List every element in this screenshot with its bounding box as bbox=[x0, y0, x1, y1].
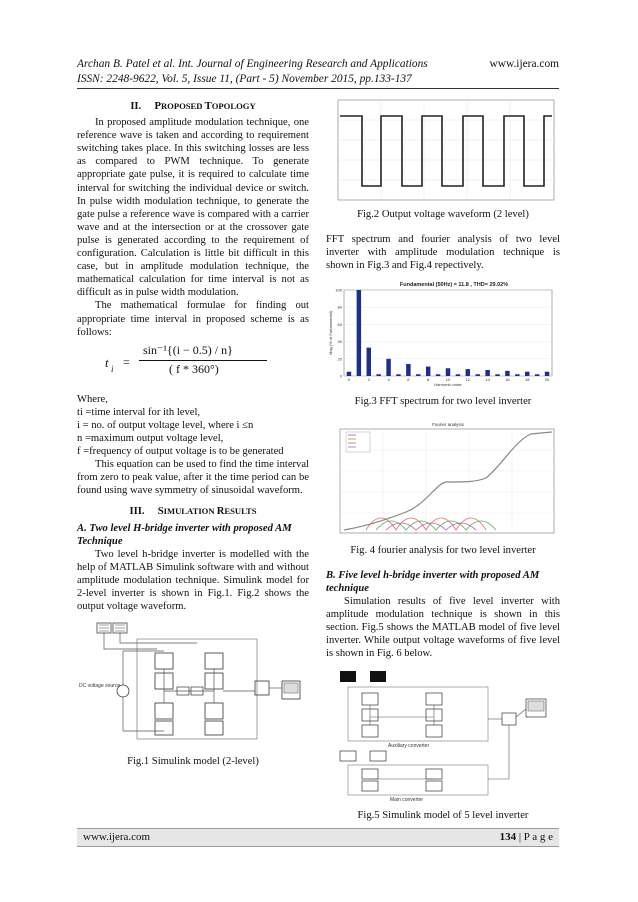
fig1-caption: Fig.1 Simulink model (2-level) bbox=[127, 756, 259, 768]
fig5-simulink-5level bbox=[326, 669, 560, 803]
svg-text:Auxiliary converter: Auxiliary converter bbox=[388, 742, 430, 749]
fft-bar bbox=[386, 359, 390, 376]
fft-bar bbox=[376, 375, 380, 377]
fft-ytick-label: 60 bbox=[337, 322, 342, 328]
fft-bar bbox=[367, 348, 371, 376]
paragraph-fft-intro: FFT spectrum and fourier analysis of two level inverter with amplitude modulation technique is shown in Fig.3 and Fig.4 repectively. bbox=[326, 234, 560, 272]
fft-bar bbox=[446, 369, 450, 377]
fft-xtick-label: 6 bbox=[407, 377, 410, 383]
fft-ylabel: Mag (% of Fundamental) bbox=[328, 311, 333, 356]
svg-text:Fourier analysis: Fourier analysis bbox=[432, 421, 464, 427]
fft-bar bbox=[347, 372, 351, 376]
def-ti: ti =time interval for ith level, bbox=[77, 406, 201, 418]
where-label: Where, bbox=[77, 393, 108, 405]
fft-ytick-label: 20 bbox=[337, 356, 342, 362]
section-3-heading: III. SIMULATION RESULTS bbox=[129, 506, 257, 518]
header-url[interactable]: www.ijera.com bbox=[489, 58, 559, 70]
fft-xtick-label: 0 bbox=[347, 377, 351, 383]
fft-bar bbox=[535, 375, 539, 377]
fig3-fft-spectrum bbox=[326, 278, 560, 388]
fft-ytick-label: 40 bbox=[337, 339, 342, 345]
fft-bar bbox=[515, 375, 519, 377]
fft-bar bbox=[466, 370, 470, 377]
svg-text:Main converter: Main converter bbox=[390, 796, 424, 803]
left-column bbox=[77, 98, 309, 774]
fft-bar bbox=[426, 367, 430, 376]
svg-text:DC voltage source: DC voltage source bbox=[79, 683, 121, 690]
fft-bar bbox=[416, 375, 420, 377]
footer-page-number: 134 | P a g e bbox=[499, 831, 553, 843]
fft-bar bbox=[525, 372, 529, 376]
fft-bar bbox=[495, 375, 499, 377]
page-footer bbox=[77, 828, 559, 847]
fig5-caption: Fig.5 Simulink model of 5 level inverter bbox=[357, 809, 529, 821]
fft-xtick-label: 10 bbox=[445, 377, 451, 383]
fft-xtick-label: 20 bbox=[544, 377, 550, 383]
fft-bar bbox=[406, 364, 410, 376]
footer-url[interactable]: www.ijera.com bbox=[83, 831, 151, 843]
header-citation: Archan B. Patel et al. Int. Journal of Engineering Research and Applications bbox=[77, 58, 428, 70]
fft-ytick-label: 80 bbox=[337, 305, 342, 311]
section-2-heading: II. PROPOSED TOPOLOGY bbox=[130, 101, 256, 112]
time-interval-formula: t i = sin⁻¹{(i − 0.5) / n} ( f * 360°) bbox=[77, 341, 309, 389]
fft-ytick-label: 100 bbox=[335, 287, 342, 293]
paragraph-five-level: Simulation results of five level inverter with amplitude modulation technique is shown in this section. Fig.5 shows the MATLAB model of five level inverter. While output voltage waveforms of five level is shown in Fig. 6 below. bbox=[326, 596, 560, 660]
fft-xtick-label: 18 bbox=[525, 377, 530, 383]
def-f: f =frequency of output voltage is to be generated bbox=[77, 446, 284, 458]
fft-xtick-label: 14 bbox=[485, 377, 490, 383]
right-column bbox=[326, 98, 560, 828]
fig3-caption: Fig.3 FFT spectrum for two level inverter bbox=[354, 395, 532, 407]
fft-bar bbox=[396, 375, 400, 377]
paragraph-formula-intro: The mathematical formulae for finding out appropriate time interval in proposed scheme is as follows: bbox=[77, 300, 309, 338]
fft-xtick-label: 12 bbox=[465, 377, 471, 383]
fft-xtick-label: 4 bbox=[387, 377, 390, 383]
paragraph-two-level: Two level h-bridge inverter is modelled with the help of MATLAB Simulink software with and without amplitude modulation technique. Simulink model for 2-level inverter is shown in Fig.1. Fig.2 shows the output voltage waveform. bbox=[77, 548, 309, 613]
fig4-caption: Fig. 4 fourier analysis for two level inverter bbox=[350, 544, 536, 556]
fft-bar bbox=[485, 370, 489, 376]
paragraph-equation-use: This equation can be used to find the time interval from zero to peak value, after it the time period can be found using wave symmetry of sinusoidal waveform. bbox=[77, 459, 309, 497]
fft-bar bbox=[357, 290, 361, 376]
fft-bar bbox=[436, 375, 440, 377]
fig2-caption: Fig.2 Output voltage waveform (2 level) bbox=[357, 209, 529, 221]
subsection-b-heading: B. Five level h-bridge inverter with proposed AM technique bbox=[326, 569, 540, 594]
fft-xlabel: Harmonic order bbox=[434, 382, 462, 388]
header-issn: ISSN: 2248-9622, Vol. 5, Issue 11, (Part - 5) November 2015, pp.133-137 bbox=[77, 73, 412, 85]
fft-xtick-label: 2 bbox=[367, 377, 370, 383]
fft-bar bbox=[456, 375, 460, 377]
subsection-a-heading: A. Two level H-bridge inverter with proposed AM Technique bbox=[77, 522, 292, 547]
paragraph-am-technique: In proposed amplitude modulation technique, one reference wave is taken and according to requirement switching takes place. In this switching losses are less as compared to PWM technique. To generate appropriate gate pulse, it is required to calculate time interval for switching the individual device or switch. In pulse width modulation technique, to generate the gate pulse a reference wave is compared with a carrier wave and at the intersection or at the crossover gate pulse is generated according to the requirement of configuration. Calculation is little bit difficult in this case, but in amplitude modulation technique, the mathematical calculation for time interval is not as difficult as in pulse width modulation. bbox=[77, 117, 309, 299]
fft-bar bbox=[475, 375, 479, 377]
def-n: n =maximum output voltage level, bbox=[77, 432, 224, 444]
running-header bbox=[77, 57, 559, 87]
fft-xtick-label: 8 bbox=[427, 377, 430, 383]
fft-bar bbox=[505, 371, 509, 376]
def-i: i = no. of output voltage level, where i ≤n bbox=[77, 419, 254, 431]
fft-title: Fundamental (50Hz) = 11.8 , THD= 29.02% bbox=[399, 282, 509, 289]
header-rule bbox=[77, 88, 559, 89]
fft-ytick-label: 0 bbox=[339, 373, 342, 379]
fig1-simulink-model bbox=[77, 621, 309, 749]
fft-plot-area bbox=[344, 290, 552, 376]
fig4-fourier-analysis bbox=[326, 420, 560, 538]
fft-bar bbox=[545, 372, 549, 376]
fft-xtick-label: 16 bbox=[505, 377, 510, 383]
fig2-output-waveform bbox=[326, 98, 560, 202]
